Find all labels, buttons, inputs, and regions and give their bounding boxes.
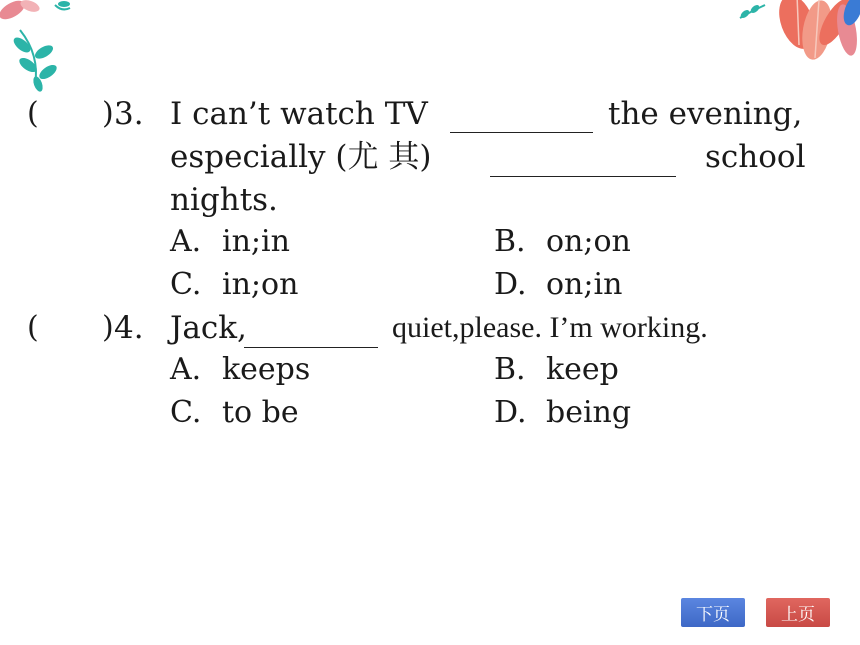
q4-line1-part2: quiet,please. I’m working.	[392, 311, 708, 344]
option-text: in;on	[222, 267, 299, 302]
q3-line2-part2: school	[705, 139, 806, 175]
q3-line1-part2: the evening,	[608, 96, 803, 132]
q3-line2-part1: especially (尤 其)	[170, 139, 432, 175]
option-letter: C.	[170, 267, 202, 302]
q3-option-a	[170, 224, 290, 260]
q3-number: 3.	[114, 96, 144, 132]
q3-option-d	[494, 267, 622, 303]
option-letter: B.	[494, 224, 526, 259]
q3-answer-paren-open: (	[27, 96, 39, 131]
option-text: to be	[222, 395, 299, 430]
leaf-decoration-top-right-icon	[735, 0, 860, 70]
previous-page-button[interactable]: 上页	[766, 598, 830, 627]
q3-line3: nights.	[170, 182, 278, 218]
q4-number: 4.	[114, 310, 144, 346]
option-text: being	[546, 395, 632, 430]
q3-option-b	[494, 224, 631, 260]
option-text: keeps	[222, 352, 311, 387]
q3-line1-part1: I can’t watch TV	[170, 96, 428, 132]
q4-option-a	[170, 352, 310, 388]
q4-option-c	[170, 395, 299, 431]
option-letter: D.	[494, 395, 527, 430]
option-letter: C.	[170, 395, 202, 430]
q3-option-c	[170, 267, 298, 303]
option-letter: A.	[170, 224, 202, 259]
q3-blank-1	[450, 132, 593, 133]
q4-blank	[244, 347, 378, 348]
option-letter: D.	[494, 267, 527, 302]
option-text: in;in	[222, 224, 290, 259]
q4-option-d	[494, 395, 631, 431]
q4-answer-paren-close: )	[102, 310, 114, 345]
q4-option-b	[494, 352, 619, 388]
option-text: on;in	[546, 267, 623, 302]
q4-line1-part1: Jack,	[170, 310, 247, 346]
option-text: on;on	[546, 224, 631, 259]
option-letter: A.	[170, 352, 202, 387]
q4-answer-paren-open: (	[27, 310, 39, 345]
q3-answer-paren-close: )	[102, 96, 114, 131]
next-page-button[interactable]: 下页	[681, 598, 745, 627]
q3-blank-2	[490, 176, 676, 177]
option-letter: B.	[494, 352, 526, 387]
leaf-decoration-top-left-icon	[0, 0, 80, 95]
option-text: keep	[546, 352, 619, 387]
